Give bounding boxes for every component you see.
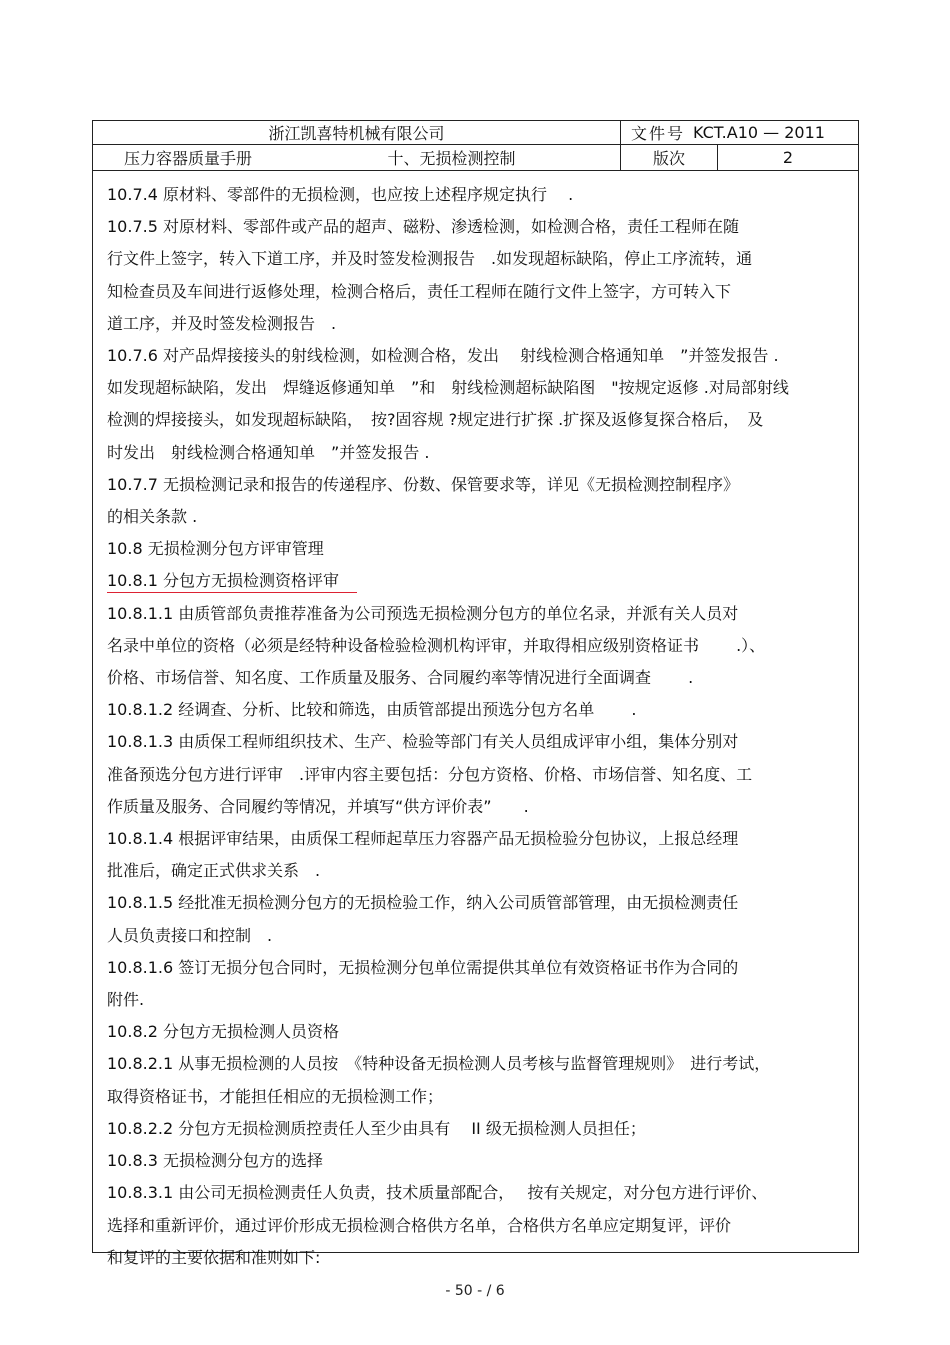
header-row-2 [93, 145, 858, 171]
body-line: 人员负责接口和控制 . [107, 925, 273, 945]
body-line: 选择和重新评价，通过评价形成无损检测合格供方名单，合格供方名单应定期复评，评价 [107, 1215, 732, 1235]
body-line: 10.8.3.1 由公司无损检测责任人负责，技术质量部配合， 按有关规定，对分包方进行评价、 [107, 1183, 768, 1203]
body-line: 知检查员及车间进行返修处理，检测合格后，责任工程师在随行文件上签字，方可转入下 [107, 281, 732, 301]
body-line: 时发出 射线检测合格通知单 ”并签发报告 . [107, 442, 430, 462]
body-line: 价格、市场信誉、知名度、工作质量及服务、合同履约率等情况进行全面调查 . [107, 668, 694, 688]
underlined-heading: 10.8.1 分包方无损检测资格评审 [107, 570, 357, 593]
body-line: 10.8.1.4 根据评审结果，由质保工程师起草压力容器产品无损检验分包协议，上报总经理 [107, 829, 739, 849]
body-line: 和复评的主要依据和准则如下: [107, 1247, 321, 1267]
body-line: 10.7.4 原材料、零部件的无损检测，也应按上述程序规定执行 . [107, 185, 574, 204]
body-line: 10.7.7 无损检测记录和报告的传递程序、份数、保管要求等，详见《无损检测控制程序》 [107, 474, 739, 494]
body-line: 10.8.1.5 经批准无损检测分包方的无损检验工作，纳入公司质管部管理，由无损检测责任 [107, 893, 739, 913]
doc-number-label: 文件号 [631, 124, 686, 143]
body-line: 10.8.3 无损检测分包方的选择 [107, 1151, 323, 1171]
chapter-title: 十、无损检测控制 [387, 149, 516, 168]
body-line: 10.8 无损检测分包方评审管理 [107, 539, 324, 559]
body-line: 批准后，确定正式供求关系 . [107, 861, 321, 881]
body-line: 10.8.2 分包方无损检测人员资格 [107, 1022, 339, 1042]
version-number: 2 [717, 145, 858, 170]
header-row-1 [93, 121, 858, 145]
body-line: 行文件上签字，转入下道工序，并及时签发检测报告 .如发现超标缺陷，停止工序流转，通 [107, 249, 753, 269]
body-line: 如发现超标缺陷，发出 焊缝返修通知单 ”和 射线检测超标缺陷图 "按规定返修 .对局部射线 [107, 378, 789, 398]
body-line: 10.8.1.6 签订无损分包合同时，无损检测分包单位需提供其单位有效资格证书作为合同的 [107, 957, 739, 977]
doc-number: KCT.A10 — 2011 [693, 123, 825, 142]
body-line: 准备预选分包方进行评审 .评审内容主要包括：分包方资格、价格、市场信誉、知名度、工 [107, 764, 753, 784]
body-line: 名录中单位的资格（必须是经特种设备检验检测机构评审，并取得相应级别资格证书 .）、 [107, 635, 766, 655]
manual-title: 压力容器质量手册 [123, 149, 252, 168]
body-line: 作质量及服务、合同履约等情况，并填写“供方评价表” . [107, 796, 529, 816]
body-line: 10.8.2.2 分包方无损检测质控责任人至少由具有 II 级无损检测人员担任； [107, 1118, 646, 1138]
body-line: 10.8.1.3 由质保工程师组织技术、生产、检验等部门有关人员组成评审小组，集体分别对 [107, 732, 739, 752]
body-line: 的相关条款 . [107, 507, 198, 527]
doc-number-cell [620, 121, 858, 144]
body-line: 道工序，并及时签发检测报告 . [107, 313, 337, 333]
body-line: 附件. [107, 990, 145, 1010]
document-frame [92, 120, 859, 1267]
page-footer: - 50 - / 6 [445, 1283, 505, 1299]
version-label: 版次 [620, 145, 717, 170]
body-line: 10.7.6 对产品焊接接头的射线检测，如检测合格，发出 射线检测合格通知单 ”并签发报告 . [107, 346, 779, 366]
body-line: 10.7.5 对原材料、零部件或产品的超声、磁粉、渗透检测，如检测合格，责任工程师在随 [107, 217, 739, 237]
company-name: 浙江凯喜特机械有限公司 [268, 124, 445, 143]
body-line: 10.8.2.1 从事无损检测的人员按 《特种设备无损检测人员考核与监督管理规则》 进行考试， [107, 1054, 771, 1074]
body-line: 10.8.1.1 由质管部负责推荐准备为公司预选无损检测分包方的单位名录，并派有关人员对 [107, 603, 739, 623]
body-line [107, 565, 852, 597]
document-body [107, 179, 852, 1274]
body-line: 10.8.1.2 经调查、分析、比较和筛选，由质管部提出预选分包方名单 . [107, 700, 637, 720]
body-line: 检测的焊接接头，如发现超标缺陷， 按?固容规 ?规定进行扩探 .扩探及返修复探合格后， 及 [107, 410, 764, 430]
body-line: 取得资格证书，才能担任相应的无损检测工作； [107, 1086, 444, 1106]
